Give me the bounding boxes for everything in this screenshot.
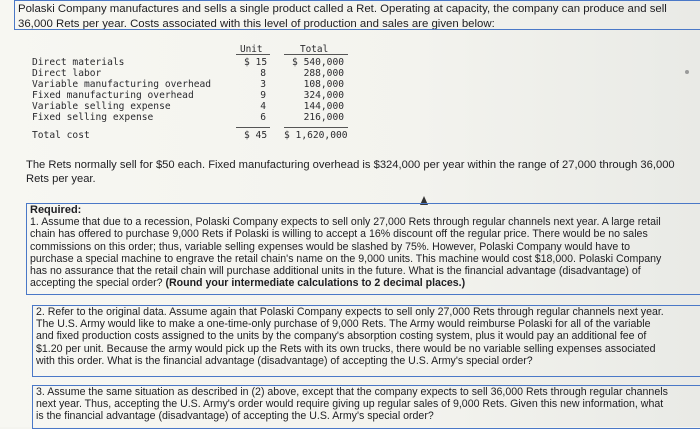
rounding-note: (Round your intermediate calculations to 2 decimal places.) [165, 277, 466, 290]
q2-line: The U.S. Army would like to make a one-time-only purchase of 9,000 Rets. The Army would reimburse Polaski for all of the variable [36, 318, 651, 331]
q1-line: commissions on this order; thus, variable selling expenses would be slashed by 75%. However, Polaski Company would have to [30, 240, 631, 253]
unit-header: Unit [240, 44, 263, 55]
stray-mark [685, 70, 689, 74]
total-header: Total [300, 44, 329, 55]
question-3-box [32, 385, 700, 429]
q2-line: with this order. What is the financial advantage (disadvantage) of accepting the U.S. Army's special order? [36, 354, 533, 367]
question-2-box [32, 305, 700, 377]
q1-line: chain has offered to purchase 9,000 Rets if Polaski is willing to accept a 16% discount off the regular price. There would be no sales [30, 228, 648, 241]
intro-line-1: Polaski Company manufactures and sells a single product called a Ret. Operating at capacity, the company can produce and sell [18, 3, 667, 15]
required-box [26, 203, 700, 295]
q1-line: has no assurance that the retail chain will purchase additional units in the future. What is the financial advantage (disadvantage) of [30, 265, 641, 278]
price-line-1: The Rets normally sell for $50 each. Fixed manufacturing overhead is $324,000 per year within the range of 27,000 through 36,000 [26, 159, 675, 171]
required-heading: Required: [30, 204, 82, 216]
q3-line: 3. Assume the same situation as described in (2) above, except that the company expects to sell 36,000 Rets through regular channels [36, 386, 668, 398]
q1-line: purchase a special machine to engrave the retail chain's name on the 9,000 units. This machine would cost $18,000. Polaski Company [30, 252, 662, 265]
price-paragraph [26, 158, 700, 186]
q1-line-last: accepting the special order? (Round your intermediate calculations to 2 decimal places.) [30, 277, 466, 290]
q2-line: $1.20 per unit. Because the army would pick up the Rets with its own trucks, there would be no variable selling expenses associated [36, 342, 656, 355]
intro-box [14, 0, 700, 30]
q3-line: next year. Thus, accepting the U.S. Army's order would require giving up regular sales of 9,000 Rets. Given this new information, what [36, 398, 664, 411]
price-line-2: Rets per year. [26, 173, 96, 185]
q1-line: 1. Assume that due to a recession, Polaski Company expects to sell only 27,000 Rets through regular channels next year. A large retail [30, 216, 661, 229]
q2-line: 2. Refer to the original data. Assume again that Polaski Company expects to sell only 27,000 Rets through regular channels next year. [36, 306, 664, 318]
q2-line: and fixed production costs assigned to the units by the company's absorption costing system, plus it would pay an additional fee of [36, 330, 647, 343]
q3-line: is the financial advantage (disadvantage) of accepting the U.S. Army's special order? [36, 410, 434, 423]
intro-line-2: 36,000 Rets per year. Costs associated with this level of production and sales are given below: [18, 18, 495, 30]
cost-table: Unit Total Direct materials $ 15 $ 540,000 Direct labor 8 288,000 Variable manufacturing overhead 3 108,000 Fixed manufacturing overhead 9 324,000 Variable selling expense 4 144,000 Fixed selling expense 6 216,000 Total cost $ 45 $ 1,620,000 [32, 44, 348, 141]
